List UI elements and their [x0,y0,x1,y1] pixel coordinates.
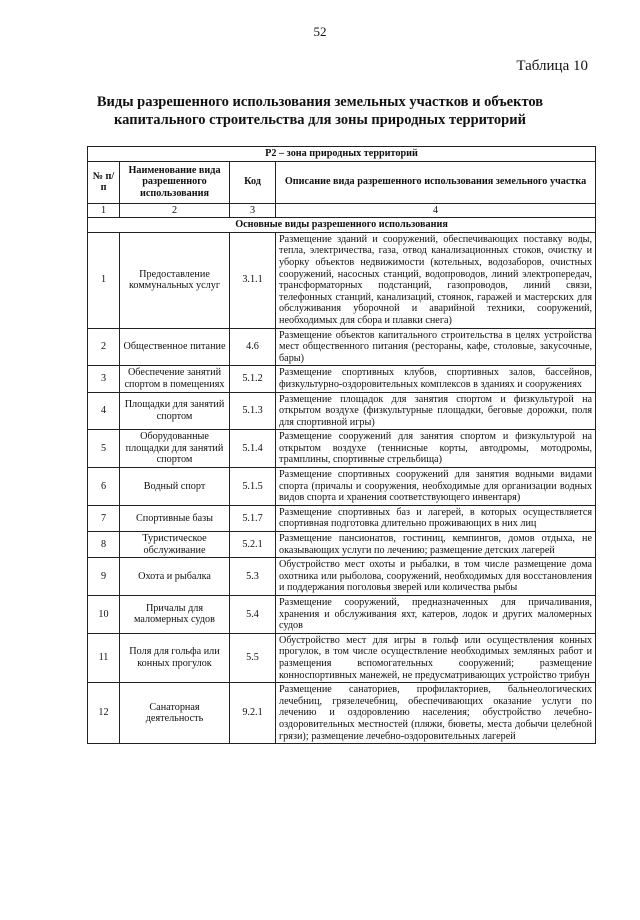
row-name: Водный спорт [120,468,230,506]
row-code: 5.1.4 [230,430,276,468]
row-num: 11 [88,633,120,682]
row-desc: Размещение санаториев, профилакториев, бальнеологических лечебниц, грязелечебниц, обеспечивающих оказание услуги по лечению и оздоровлению населения; обустройство лечебно-оздоровительных местностей (пляжи, бюветы, места добычи целебной грязи); размещение лечебно-оздоровительных лагерей [276,683,596,744]
col-index-4: 4 [276,203,596,218]
title-line-2: капитального строительства для зоны природных территорий [114,112,526,128]
row-name: Оборудованные площадки для занятий спортом [120,430,230,468]
col-header-num: № п/п [88,161,120,203]
row-desc: Размещение пансионатов, гостиниц, кемпингов, домов отдыха, не оказывающих услуги по лечению; размещение детских лагерей [276,532,596,558]
row-desc: Размещение спортивных клубов, спортивных залов, бассейнов, физкультурно-оздоровительных комплексов в зданиях и сооружениях [276,366,596,392]
row-code: 5.2.1 [230,532,276,558]
table-row [88,328,596,366]
row-name: Площадки для занятий спортом [120,392,230,430]
row-name: Поля для гольфа или конных прогулок [120,633,230,682]
zone-header: Р2 – зона природных территорий [88,147,596,162]
row-desc: Обустройство мест охоты и рыбалки, в том числе размещение дома охотника или рыболова, сооружений, необходимых для восстановления и поддержания поголовья зверей или количества рыбы [276,558,596,596]
row-code: 9.2.1 [230,683,276,744]
row-num: 6 [88,468,120,506]
row-name: Причалы для маломерных судов [120,596,230,634]
row-name: Спортивные базы [120,505,230,531]
col-header-name: Наименование вида разрешенного использования [120,161,230,203]
row-code: 5.3 [230,558,276,596]
row-num: 9 [88,558,120,596]
row-name: Туристическое обслуживание [120,532,230,558]
land-use-table [87,146,596,744]
row-num: 8 [88,532,120,558]
col-index-2: 2 [120,203,230,218]
section-header: Основные виды разрешенного использования [88,218,596,233]
row-num: 7 [88,505,120,531]
row-name: Обеспечение занятий спортом в помещениях [120,366,230,392]
row-num: 12 [88,683,120,744]
table-row [88,633,596,682]
table-row [88,532,596,558]
row-desc: Размещение зданий и сооружений, обеспечивающих поставку воды, тепла, электричества, газа, отвод канализационных стоков, очистку и уборку объектов недвижимости (котельных, водозаборов, очистных сооружений, насосных станций, водопроводов, линий электропередач, трансформаторных подстанций, газопроводов, линий связи, телефонных станций, канализаций, стоянок, гаражей и мастерских для обслуживания уборочной и аварийной техники, сооружений, необходимых для сбора и плавки снега) [276,232,596,328]
row-desc: Размещение спортивных баз и лагерей, в которых осуществляется спортивная подготовка длительно проживающих в них лиц [276,505,596,531]
row-code: 3.1.1 [230,232,276,328]
row-desc: Размещение спортивных сооружений для занятия водными видами спорта (причалы и сооружения, необходимые для организации водных видов спорта и хранения соответствующего инвентаря) [276,468,596,506]
table-row [88,430,596,468]
col-header-desc: Описание вида разрешенного использования земельного участка [276,161,596,203]
row-desc: Размещение объектов капитального строительства в целях устройства мест общественного питания (рестораны, кафе, столовые, закусочные, бары) [276,328,596,366]
row-name: Охота и рыбалка [120,558,230,596]
row-num: 3 [88,366,120,392]
row-name: Общественное питание [120,328,230,366]
title-line-1: Виды разрешенного использования земельных участков и объектов [96,94,544,110]
row-code: 5.5 [230,633,276,682]
table-row [88,683,596,744]
row-desc: Размещение площадок для занятия спортом и физкультурой на открытом воздухе (физкультурные площадки, беговые дорожки, поля для спортивной игры) [276,392,596,430]
table-row [88,468,596,506]
row-num: 2 [88,328,120,366]
col-index-1: 1 [88,203,120,218]
table-row [88,392,596,430]
table-label: Таблица 10 [516,58,588,74]
table-row [88,596,596,634]
row-code: 5.1.2 [230,366,276,392]
table-row [88,232,596,328]
table-row [88,558,596,596]
row-num: 5 [88,430,120,468]
row-num: 4 [88,392,120,430]
row-name: Предоставление коммунальных услуг [120,232,230,328]
table-row [88,366,596,392]
row-code: 5.1.7 [230,505,276,531]
row-code: 5.1.5 [230,468,276,506]
document-title [60,93,580,129]
row-desc: Размещение сооружений, предназначенных для причаливания, хранения и обслуживания яхт, катеров, лодок и других маломерных судов [276,596,596,634]
row-code: 5.1.3 [230,392,276,430]
page-number: 52 [313,24,327,39]
row-num: 1 [88,232,120,328]
row-code: 4.6 [230,328,276,366]
row-name: Санаторная деятельность [120,683,230,744]
col-header-code: Код [230,161,276,203]
col-index-3: 3 [230,203,276,218]
table-row [88,505,596,531]
row-desc: Размещение сооружений для занятия спортом и физкультурой на открытом воздухе (теннисные корты, автодромы, мотодромы, трамплины, спортивные стрельбища) [276,430,596,468]
row-code: 5.4 [230,596,276,634]
row-num: 10 [88,596,120,634]
row-desc: Обустройство мест для игры в гольф или осуществления конных прогулок, в том числе осуществление необходимых земляных работ и размещения вспомогательных сооружений; размещение конноспортивных манежей, не предусматривающих устройство трибун [276,633,596,682]
